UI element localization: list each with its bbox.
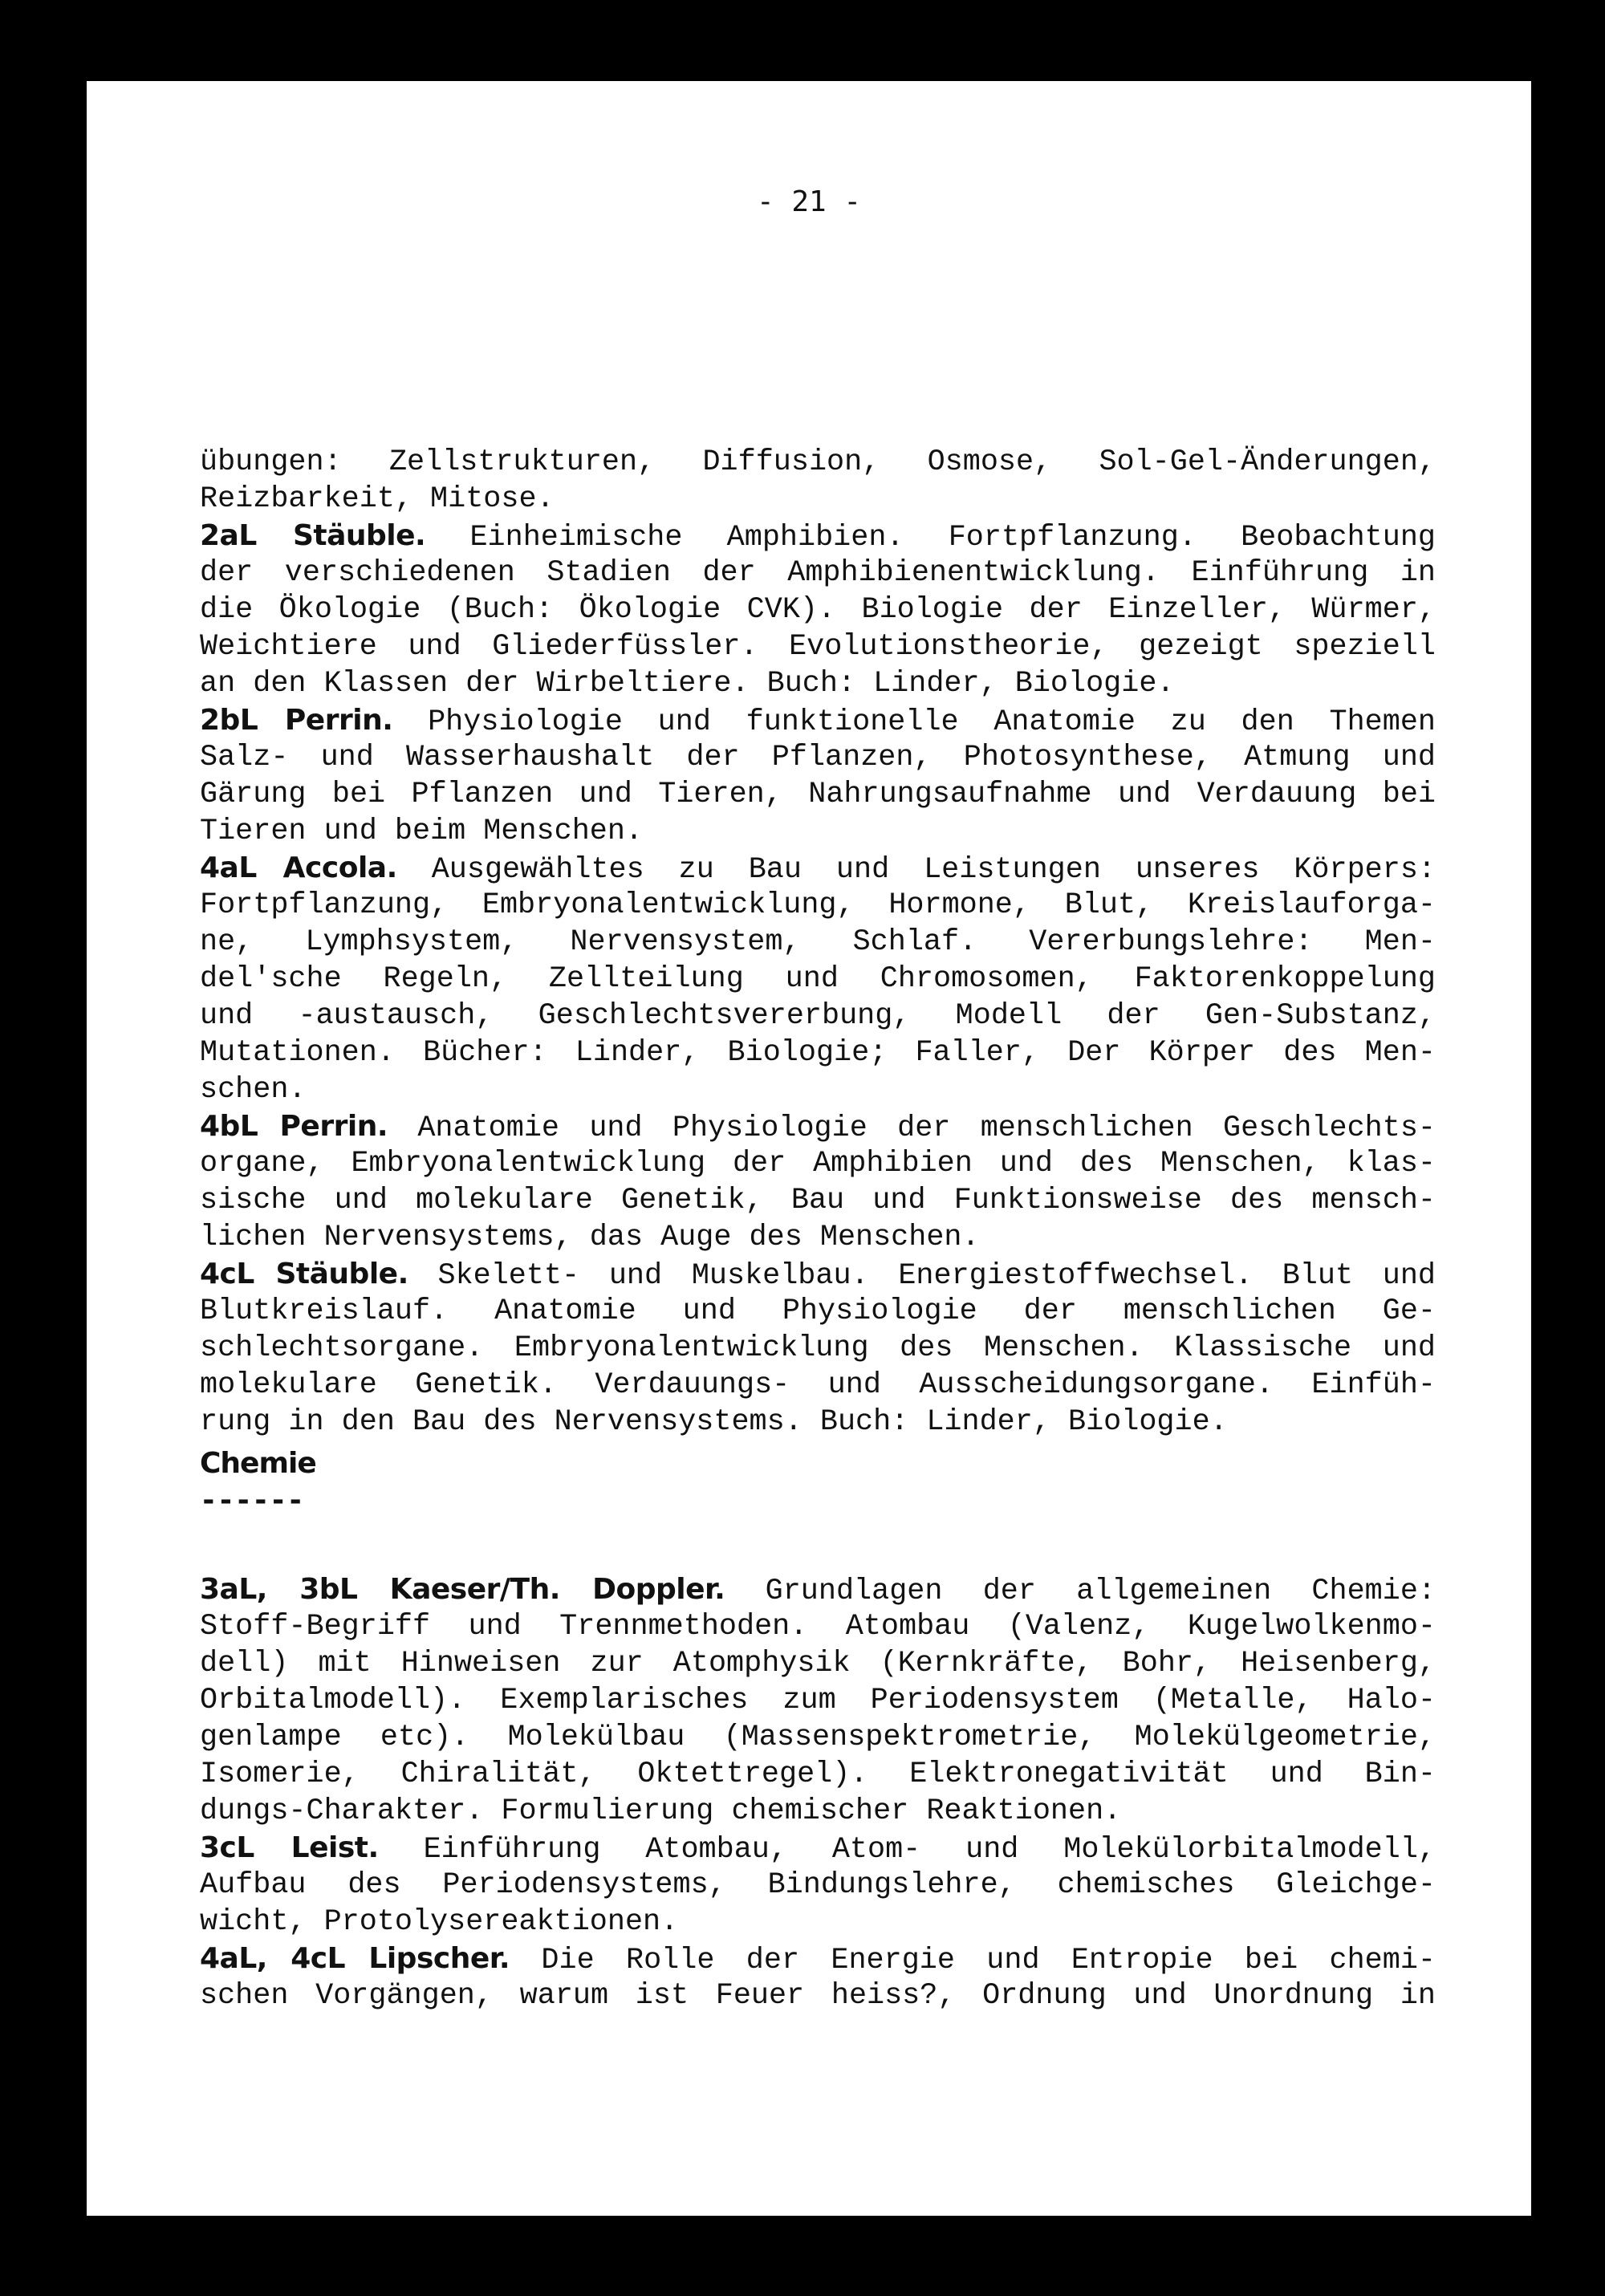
text-line — [200, 739, 1436, 776]
text-line — [200, 1330, 1436, 1367]
course-text: an den Klassen der Wirbeltiere. Buch: Linder, Biologie. — [200, 667, 1175, 701]
course-text: Skelett- und Muskelbau. Energiestoffwechsel. Blut und — [408, 1259, 1436, 1293]
course-text: Grundlagen der allgemeinen Chemie: — [725, 1575, 1436, 1608]
course-text: die Ökologie (Buch: Ökologie CVK). Biologie der Einzeller, Würmer, — [200, 593, 1436, 627]
text-line — [200, 1367, 1436, 1404]
course-text: übungen: Zellstrukturen, Diffusion, Osmose, Sol-Gel-Änderungen, — [200, 445, 1436, 479]
course-entry-first-line — [200, 1571, 1436, 1608]
course-text: del'sche Regeln, Zellteilung und Chromosomen, Faktorenkoppelung — [200, 962, 1436, 996]
course-entry-first-line — [200, 1830, 1436, 1867]
text-line — [200, 887, 1436, 924]
course-label: 2aL Stäuble. — [200, 519, 426, 552]
course-text: Aufbau des Periodensystems, Bindungslehre, chemisches Gleichge- — [200, 1868, 1436, 1902]
course-text: Isomerie, Chiralität, Oktettregel). Elektronegativität und Bin- — [200, 1758, 1436, 1791]
course-entry-first-line — [200, 518, 1436, 555]
course-text: molekulare Genetik. Verdauungs- und Ausscheidungsorgane. Einfüh- — [200, 1368, 1436, 1402]
course-entry-first-line — [200, 702, 1436, 739]
text-line — [200, 1977, 1436, 2014]
text-line — [200, 555, 1436, 591]
page-number: - 21 - — [756, 185, 862, 218]
course-entry-first-line — [200, 1940, 1436, 1977]
course-text: organe, Embryonalentwicklung der Amphibien und des Menschen, klas- — [200, 1147, 1436, 1181]
course-label: 4aL Accola. — [200, 851, 397, 884]
course-entry-first-line — [200, 1108, 1436, 1145]
document-page — [87, 81, 1531, 2216]
course-text: Anatomie und Physiologie der menschlichen Geschlechts- — [388, 1111, 1436, 1145]
course-label: 3aL, 3bL Kaeser/Th. Doppler. — [200, 1573, 725, 1606]
text-line — [200, 628, 1436, 665]
course-label: 3cL Leist. — [200, 1831, 379, 1864]
text-line — [200, 1682, 1436, 1719]
course-text: Fortpflanzung, Embryonalentwicklung, Hormone, Blut, Kreislauforga- — [200, 888, 1436, 922]
text-line — [200, 813, 1436, 850]
text-line — [200, 1608, 1436, 1645]
course-text: genlampe etc). Molekülbau (Massenspektrometrie, Molekülgeometrie, — [200, 1721, 1436, 1754]
text-line — [200, 444, 1436, 481]
text-line — [200, 1182, 1436, 1219]
course-label: 2bL Perrin. — [200, 704, 393, 737]
course-text: Physiologie und funktionelle Anatomie zu den Themen — [392, 705, 1436, 739]
course-text: Tieren und beim Menschen. — [200, 815, 644, 848]
course-text: wicht, Protolysereaktionen. — [200, 1905, 679, 1939]
text-line — [200, 1719, 1436, 1756]
text-line — [200, 1904, 1436, 1940]
course-text: dell) mit Hinweisen zur Atomphysik (Kernkräfte, Bohr, Heisenberg, — [200, 1647, 1436, 1680]
course-text: Salz- und Wasserhaushalt der Pflanzen, Photosynthese, Atmung und — [200, 741, 1436, 774]
course-text: Stoff-Begriff und Trennmethoden. Atombau (Valenz, Kugelwolkenmo- — [200, 1610, 1436, 1644]
text-line — [200, 1756, 1436, 1793]
text-line — [200, 1404, 1436, 1441]
course-text: Die Rolle der Energie und Entropie bei chemi- — [510, 1944, 1436, 1977]
course-text: lichen Nervensystems, das Auge des Menschen. — [200, 1221, 980, 1254]
biology-course-list — [200, 444, 1436, 1441]
text-line — [200, 1867, 1436, 1904]
course-text: schen Vorgängen, warum ist Feuer heiss?, Ordnung und Unordnung in — [200, 1979, 1436, 2013]
text-line — [200, 1219, 1436, 1256]
course-label: 4bL Perrin. — [200, 1110, 388, 1143]
course-text: Reizbarkeit, Mitose. — [200, 482, 555, 516]
course-text: Einführung Atombau, Atom- und Molekülorbitalmodell, — [378, 1833, 1436, 1867]
text-line — [200, 998, 1436, 1034]
course-text: und -austausch, Geschlechtsvererbung, Modell der Gen-Substanz, — [200, 999, 1436, 1033]
text-line — [200, 481, 1436, 518]
course-text: Einheimische Amphibien. Fortpflanzung. Beobachtung — [425, 521, 1436, 555]
course-text: rung in den Bau des Nervensystems. Buch: Linder, Biologie. — [200, 1405, 1228, 1439]
text-line — [200, 1293, 1436, 1330]
course-text: Mutationen. Bücher: Linder, Biologie; Faller, Der Körper des Men- — [200, 1036, 1436, 1070]
course-text: Orbitalmodell). Exemplarisches zum Periodensystem (Metalle, Halo- — [200, 1684, 1436, 1717]
text-line — [200, 1645, 1436, 1682]
section-heading-underline: ------ — [200, 1484, 305, 1517]
course-text: Ausgewähltes zu Bau und Leistungen unseres Körpers: — [396, 853, 1436, 887]
course-label: 4aL, 4cL Lipscher. — [200, 1942, 510, 1975]
course-text: Gärung bei Pflanzen und Tieren, Nahrungsaufnahme und Verdauung bei — [200, 778, 1436, 811]
text-line — [200, 961, 1436, 998]
course-entry-first-line — [200, 850, 1436, 887]
course-text: schen. — [200, 1073, 307, 1107]
section-heading-chemie: Chemie — [200, 1447, 316, 1480]
text-line — [200, 924, 1436, 961]
course-text: Blutkreislauf. Anatomie und Physiologie der menschlichen Ge- — [200, 1294, 1436, 1328]
text-line — [200, 665, 1436, 702]
course-text: dungs-Charakter. Formulierung chemischer Reaktionen. — [200, 1794, 1122, 1828]
chemistry-course-list — [200, 1571, 1436, 2014]
text-line — [200, 1145, 1436, 1182]
course-text: sische und molekulare Genetik, Bau und Funktionsweise des mensch- — [200, 1184, 1436, 1217]
text-line — [200, 1793, 1436, 1830]
course-text: ne, Lymphsystem, Nervensystem, Schlaf. Vererbungslehre: Men- — [200, 925, 1436, 959]
course-entry-first-line — [200, 1256, 1436, 1293]
text-line — [200, 776, 1436, 813]
course-text: Weichtiere und Gliederfüssler. Evolutionstheorie, gezeigt speziell — [200, 630, 1436, 664]
course-text: schlechtsorgane. Embryonalentwicklung des Menschen. Klassische und — [200, 1331, 1436, 1365]
course-label: 4cL Stäuble. — [200, 1258, 408, 1290]
text-line — [200, 1034, 1436, 1071]
text-line — [200, 591, 1436, 628]
course-text: der verschiedenen Stadien der Amphibienentwicklung. Einführung in — [200, 556, 1436, 590]
text-line — [200, 1071, 1436, 1108]
